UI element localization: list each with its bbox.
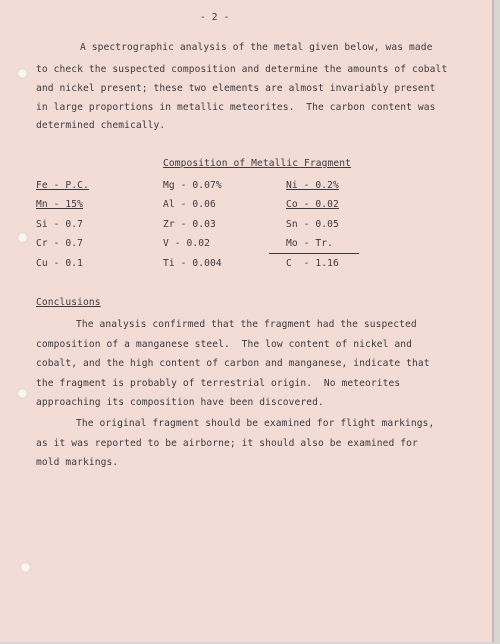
- conclusion-line: The analysis confirmed that the fragment had the suspected: [76, 319, 417, 330]
- table-cell: Sn - 0.05: [286, 219, 339, 230]
- intro-line: in large proportions in metallic meteorites. The carbon content was: [36, 102, 436, 113]
- intro-line: determined chemically.: [36, 120, 166, 131]
- table-cell: Fe - P.C.: [36, 180, 89, 191]
- table-title: Composition of Metallic Fragment: [163, 158, 352, 169]
- conclusion-line: the fragment is probably of terrestrial origin. No meteorites: [36, 378, 401, 389]
- table-cell: Si - 0.7: [36, 219, 84, 230]
- intro-line: A spectrographic analysis of the metal given below, was made: [80, 42, 433, 53]
- conclusion-line: cobalt, and the high content of carbon and manganese, indicate that: [36, 358, 430, 369]
- final-line: mold markings.: [36, 457, 119, 468]
- final-line: The original fragment should be examined for flight markings,: [76, 418, 435, 429]
- table-cell: Mn - 15%: [36, 199, 84, 210]
- table-cell: Ni - 0.2%: [286, 180, 339, 191]
- table-cell: Ti - 0.004: [163, 258, 222, 269]
- table-cell: C - 1.16: [286, 258, 339, 269]
- conclusions-heading: Conclusions: [36, 297, 101, 308]
- final-line: as it was reported to be airborne; it should also be examined for: [36, 438, 418, 449]
- table-cell: Al - 0.06: [163, 199, 216, 210]
- sum-rule: [269, 253, 359, 254]
- punch-hole-middle: [17, 232, 28, 243]
- punch-hole-bottom: [20, 562, 31, 573]
- table-cell: Co - 0.02: [286, 199, 339, 210]
- table-cell: Zr - 0.03: [163, 219, 216, 230]
- intro-line: and nickel present; these two elements are almost invariably present: [36, 83, 436, 94]
- intro-line: to check the suspected composition and determine the amounts of cobalt: [36, 64, 448, 75]
- conclusion-line: approaching its composition have been discovered.: [36, 397, 324, 408]
- table-cell: Cr - 0.7: [36, 238, 84, 249]
- punch-hole-lower: [17, 388, 28, 399]
- table-cell: Cu - 0.1: [36, 258, 84, 269]
- table-cell: V - 0.02: [163, 238, 211, 249]
- conclusion-line: composition of a manganese steel. The low content of nickel and: [36, 339, 413, 350]
- table-cell: Mg - 0.07%: [163, 180, 222, 191]
- table-cell: Mo - Tr.: [286, 238, 334, 249]
- page-number: - 2 -: [200, 12, 230, 23]
- punch-hole-top: [17, 68, 28, 79]
